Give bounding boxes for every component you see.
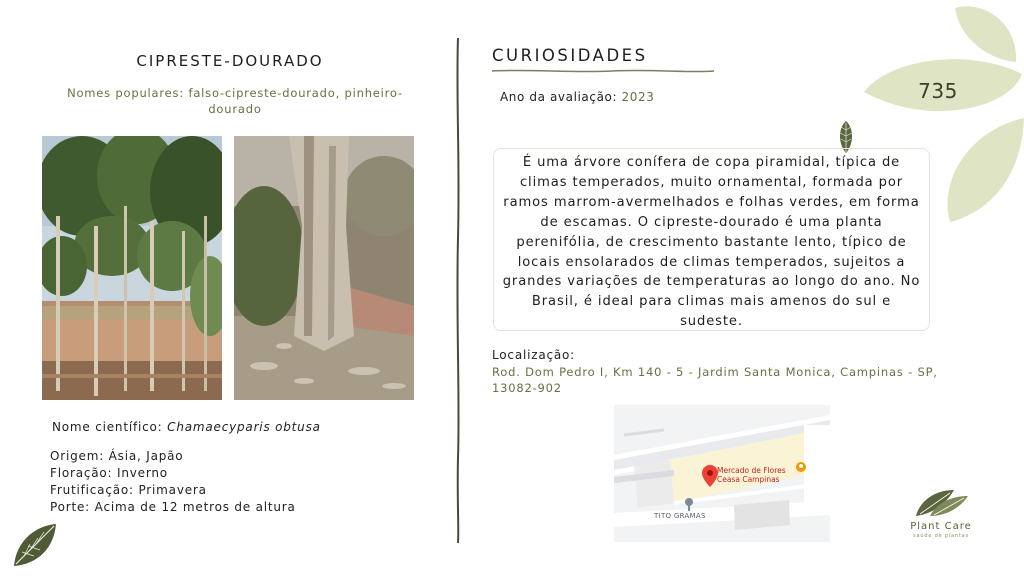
scientific-name-label: Nome científico: [52,420,163,434]
photo-cypress-trees [42,136,222,400]
map-place-label [717,466,786,484]
fact-value: Acima de 12 metros de altura [94,500,296,514]
column-divider [455,38,461,543]
popular-names-label: Nomes populares: [67,86,185,100]
map-pin-icon[interactable] [702,465,718,487]
curiosidades-title: CURIOSIDADES [492,46,648,65]
fact-value: Primavera [138,483,207,497]
plant-title: CIPRESTE-DOURADO [136,52,324,70]
description-box: É uma árvore conífera de copa piramidal, típica de climas temperados, muito ornamental, formada por ramos marrom-avermelhados e folhas verdes, em forma de escamas. O cipreste-dourado é uma planta perenifólia, de crescimento bastante lento, típico de locais ensolarados de climas temperados, sujeitos a grandes variações de temperaturas ao longo do ano. No Brasil, é ideal para climas mais amenos do sul e sudeste. [493,148,930,331]
popular-names-value: falso-cipreste-dourado, pinheiro-dourado [188,86,403,116]
fact-label: Frutificação: [50,483,134,497]
brand-name: Plant Care [910,521,972,532]
leaf-icon [10,522,60,570]
evaluation-year-label: Ano da avaliação: [500,90,618,104]
location-label: Localização: [492,348,576,362]
scientific-name [52,420,321,434]
fact-label: Origem: [50,449,105,463]
map-place-line2: Ceasa Campinas [717,475,780,484]
fact-flowering [50,465,296,482]
fact-origin [50,448,296,465]
plant-number-badge: 735 [918,79,958,103]
photo-trunk-closeup [234,136,414,400]
location-address: Rod. Dom Pedro I, Km 140 - 5 - Jardim Santa Monica, Campinas - SP, 13082-902 [492,365,938,395]
evaluation-year [500,90,655,104]
plant-facts [50,448,296,516]
fact-value: Ásia, Japão [108,449,184,463]
popular-names [50,85,420,117]
title-underline [492,68,714,74]
logo-leaves-icon [914,486,970,520]
decorative-leaves [860,0,1024,225]
evaluation-year-value: 2023 [621,90,655,104]
brand-tagline: saúde de plantas [913,533,969,539]
map-place-line1: Mercado de Flores [717,466,786,475]
scientific-name-value: Chamaecyparis obtusa [167,420,321,434]
fact-fruiting [50,482,296,499]
fact-label: Porte: [50,500,91,514]
map-secondary-label: TITO GRAMAS [654,512,706,520]
fact-value: Inverno [117,466,168,480]
fact-size [50,499,296,516]
fact-label: Floração: [50,466,113,480]
